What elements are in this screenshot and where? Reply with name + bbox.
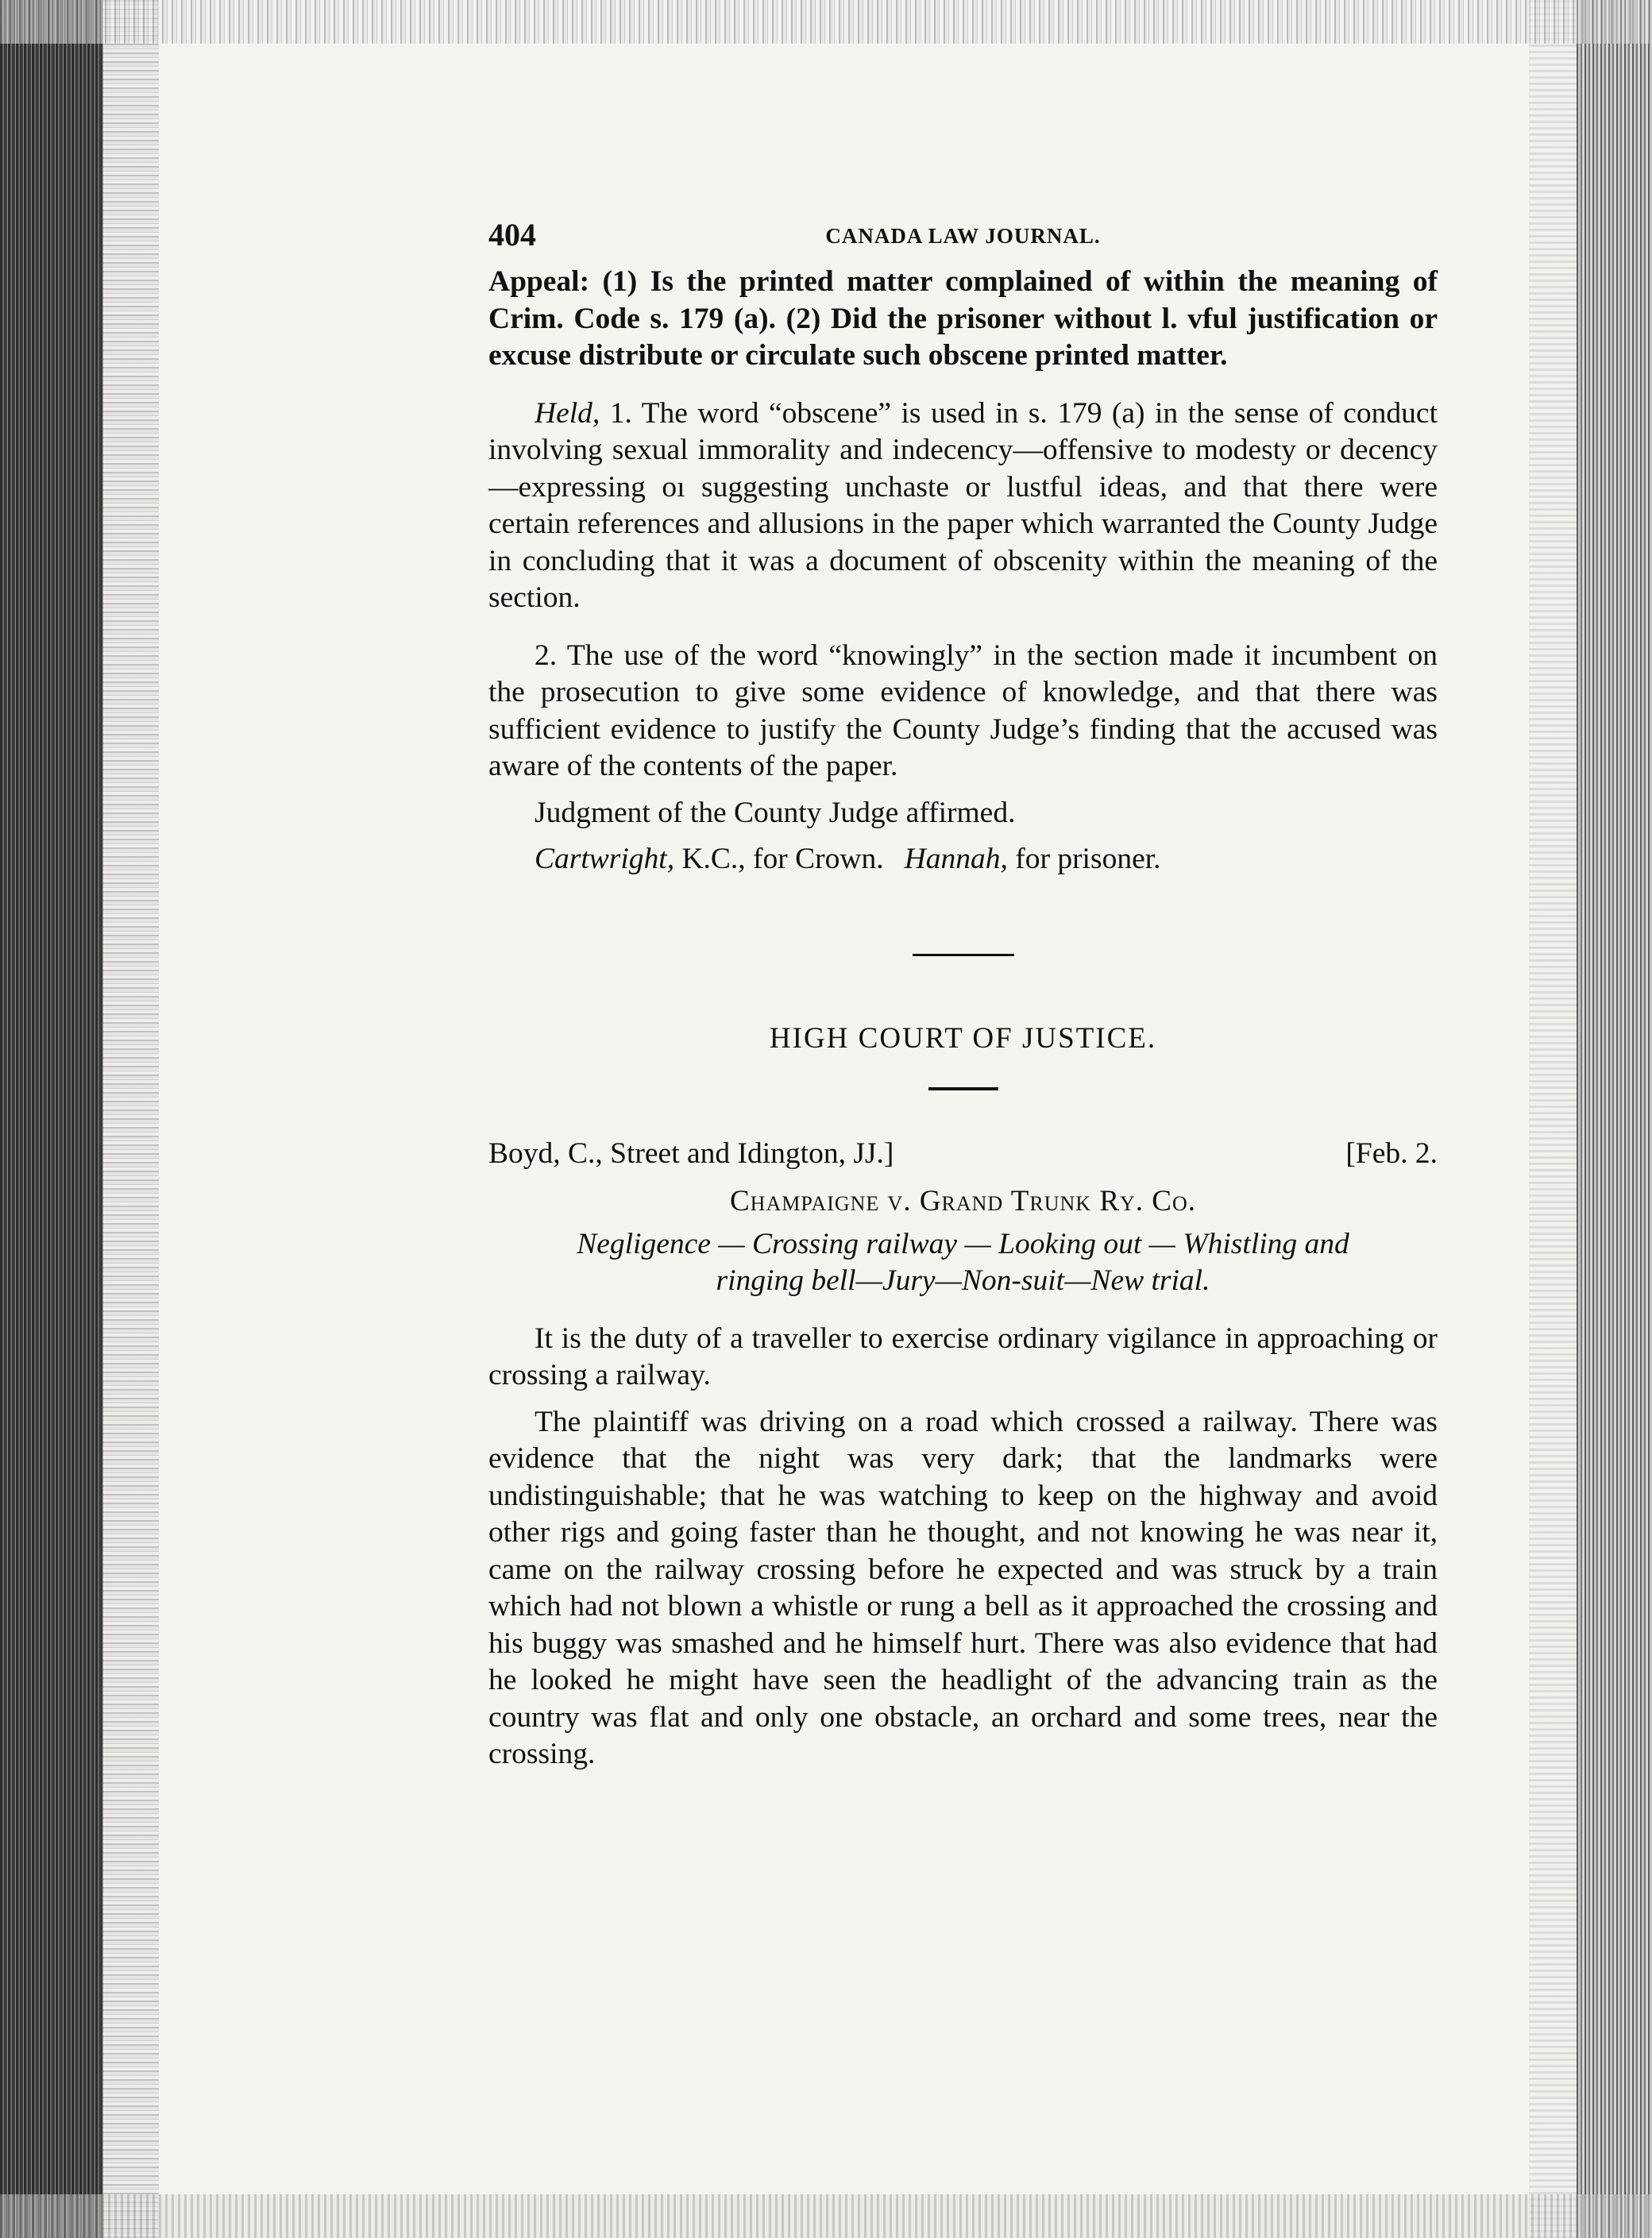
crown-counsel-name: Cartwright, bbox=[535, 843, 675, 875]
court-heading: HIGH COURT OF JUSTICE. bbox=[769, 1021, 1157, 1055]
prisoner-counsel-role: for prisoner. bbox=[1007, 843, 1161, 875]
scan-noise-left bbox=[103, 0, 159, 2238]
prisoner-counsel-name: Hannah, bbox=[904, 843, 1008, 875]
appeal-question bbox=[488, 264, 1438, 375]
binding-shadow-right bbox=[1577, 0, 1652, 2238]
held-1-text: 1. The word “obscene” is used in s. 179 (a) in the sense of conduct involving sexual immorality and indecency—offensive to modesty or decency—expressing oı suggesting unchaste or lustful ideas, and that there were certain references and allusions in the paper which warranted the County Judge in concluding that it was a document of obscenity within the meaning of the section. bbox=[488, 396, 1438, 614]
judgment-line: Judgment of the County Judge affirmed. bbox=[535, 796, 1016, 829]
case-title: Champaigne v. Grand Trunk Ry. Co. bbox=[730, 1184, 1196, 1217]
page-number: 404 bbox=[488, 217, 536, 253]
judges: Boyd, C., Street and Idington, JJ.] bbox=[488, 1136, 894, 1170]
rule-paragraph: It is the duty of a traveller to exercise ordinary vigilance in approaching or crossing a railway. bbox=[488, 1322, 1438, 1391]
section-divider bbox=[913, 954, 1014, 956]
running-head bbox=[488, 216, 1438, 264]
headnote bbox=[488, 1226, 1438, 1300]
headnote-line-2: ringing bell—Jury—Non-suit—New trial. bbox=[716, 1264, 1210, 1297]
crown-counsel-role: K.C., for Crown. bbox=[674, 843, 884, 875]
bench-line bbox=[488, 1136, 1438, 1175]
scan-noise-bottom bbox=[0, 2194, 1652, 2238]
held-lead: Held, bbox=[535, 396, 600, 430]
decision-date: [Feb. 2. bbox=[1345, 1136, 1438, 1170]
binding-shadow-left bbox=[0, 0, 103, 2238]
facts-paragraph: The plaintiff was driving on a road which crossed a railway. There was evidence that the night was very dark; that the landmarks were undistinguishable; that he was watching to keep on the highway and avoid other rigs and going faster than he thought, and not knowing he was near it, came on the railway crossing before he expected and was struck by a train which had not blown a whistle or rung a bell as it approached the crossing and his buggy was smashed and he himself hurt. There was also evidence that had he looked he might have seen the headlight of the advancing train as the country was flat and only one obstacle, an orchard and some trees, near the crossing. bbox=[488, 1405, 1438, 1770]
heading-divider bbox=[928, 1087, 998, 1090]
journal-title: CANADA LAW JOURNAL. bbox=[825, 224, 1101, 248]
headnote-line-1: Negligence — Crossing railway — Looking out — Whistling and bbox=[577, 1227, 1349, 1260]
held-paragraph-2: 2. The use of the word “knowingly” in the section made it incumbent on the prosecution to give some evidence of knowledge, and that there was sufficient evidence to justify the County Judge’s finding that the accused was aware of the contents of the paper. bbox=[488, 639, 1438, 782]
scan-noise-right bbox=[1529, 0, 1577, 2238]
scan-noise-top bbox=[0, 0, 1652, 44]
counsel-line bbox=[488, 841, 1438, 878]
appeal-paragraph: Appeal: (1) Is the printed matter complained of within the meaning of Crim. Code s. 179 (a). (2) Did the prisoner without l. vful justification or excuse distribute or circulate such obscene printed matter. bbox=[488, 265, 1438, 372]
page-content bbox=[488, 216, 1438, 1773]
held-paragraph-1 bbox=[488, 396, 1438, 617]
